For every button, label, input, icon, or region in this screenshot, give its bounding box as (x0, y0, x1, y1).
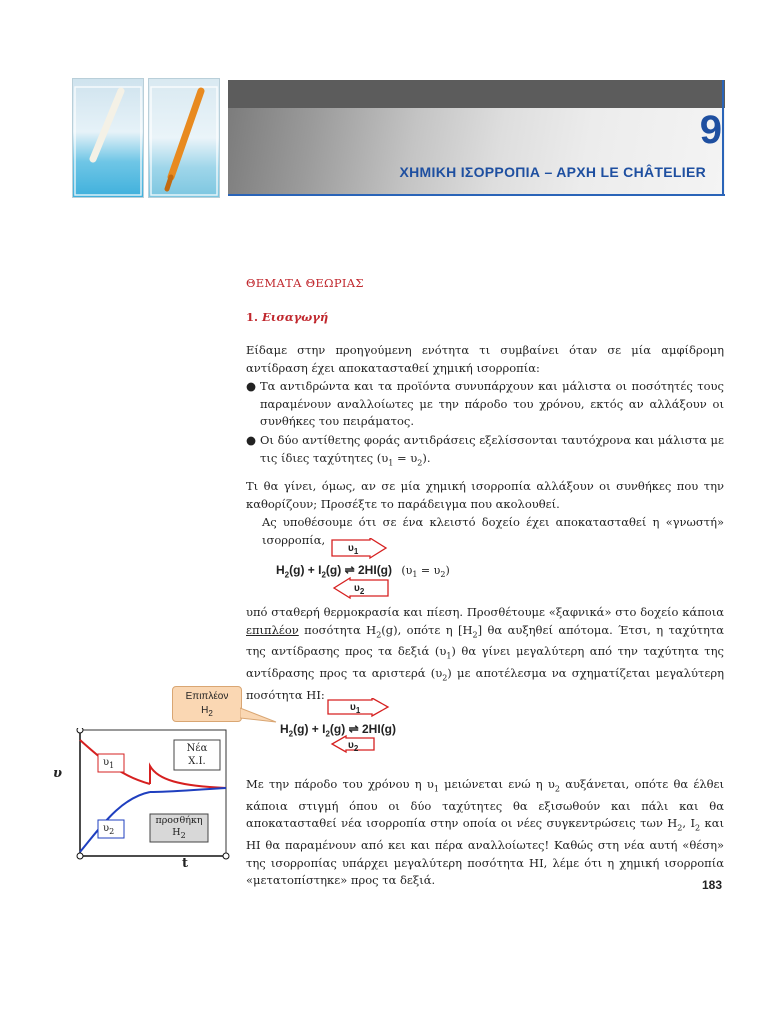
bullet-dot: ● (246, 433, 257, 447)
y-axis-end-marker (77, 728, 83, 733)
v2-curve-after (150, 788, 226, 792)
intro-paragraph: Είδαμε στην προηγούμενη ενότητα τι συμβαίνει όταν σε μία αμφίδρομη αντίδραση έχει αποκατασταθεί χημική ισορροπία: (246, 343, 724, 375)
section-heading: ΘΕΜΑΤΑ ΘΕΩΡΙΑΣ (246, 276, 364, 290)
callout-pointer (240, 704, 280, 728)
rate-v1-label: $\upsilon_1$ (350, 702, 361, 715)
equilibrium-equation-2: $H_2(g) + I_2(g)$ ⇌ 2HI(g) (280, 722, 397, 739)
v2-label: $\upsilon_2$ (103, 823, 115, 836)
equilibrium-equation-1: $H_2(g) + I_2(g)$ ⇌ 2HI(g) $(\upsilon_1 = \upsilon_2)$ (276, 563, 450, 580)
rate-v1-label: $\upsilon_1$ (348, 543, 359, 556)
chapter-title: ΧΗΜΙΚΗ ΙΣΟΡΡΟΠΙΑ – ΑΡΧΗ LE CHÂTELIER (399, 164, 706, 180)
beaker-photo-left (72, 78, 144, 198)
assumption-paragraph: Ας υποθέσουμε ότι σε ένα κλειστό δοχείο έχει αποκατασταθεί η «γνωστή» ισορροπία, (262, 515, 724, 547)
rate-v2-label: $\upsilon_2$ (348, 740, 359, 753)
x-axis-label: t (182, 856, 189, 871)
addition-label: προσθήκη $H_2$ (155, 815, 203, 840)
v1-label: $\upsilon_1$ (103, 757, 115, 770)
bullet-text: Τα αντιδρώντα και τα προϊόντα συνυπάρχουν και μάλιστα οι ποσότητές τους παραμένουν αναλλοίωτες με την πάροδο του χρόνου, εκτός αν αλλάξουν οι συνθήκες του πειράματος. (260, 379, 724, 428)
chapter-number: 9 (699, 108, 722, 152)
origin-marker (77, 853, 83, 859)
banner-bottom-rule (228, 194, 725, 196)
subsection-heading (246, 310, 328, 324)
question-paragraph: Τι θα γίνει, όμως, αν σε μία χημική ισορροπία αλλάξουν οι συνθήκες που την καθορίζουν; Προσέξτε το παράδειγμα που ακολουθεί. (246, 479, 724, 511)
page-number: 183 (701, 878, 722, 892)
addition-paragraph: υπό σταθερή θερμοκρασία και πίεση. Προσθέτουμε «ξαφνικά» στο δοχείο κάποια επιπλέον ποσότητα $H_2(g)$, οπότε η $[H_2]$ θα αυξηθεί απότομα. Έτσι, η ταχύτητα της αντίδρασης προς τα δεξιά $(\upsilon_1)$ θα γίνει μεγαλύτερη από την ταχύτητα της αντίδρασης προς τα αριστερά $(\upsilon_2)$ με αποτέλεσμα να σχηματίζεται μεγαλύτερη ποσότητα HI: (246, 605, 724, 702)
rate-v2-label: $\upsilon_2$ (354, 583, 365, 596)
closing-paragraph: Με την πάροδο του χρόνου η $\upsilon_1$ μειώνεται ενώ η $\upsilon_2$ αυξάνεται, οπότε θα έλθει κάποια στιγμή όπου οι δύο ταχύτητες θα εξισωθούν και πάλι και θα αποκατασταθεί νέα ισορροπία στην οποία οι νέες συγκεντρώσεις των $H_2$, $I_2$ και HI θα παραμένουν από κει και πέρα αναλλοίωτες! Καθώς στη νέα αυτή «θέση» της ισορροπίας υπάρχει μεγαλύτερη ποσότητα HI, λέμε ότι η χημική ισορροπία «μετατοπίστηκε» προς τα δεξιά. (246, 777, 725, 888)
bullet-text: Οι δύο αντίθετης φοράς αντιδράσεις εξελίσσονται ταυτόχρονα και μάλιστα με τις ίδιες ταχύτητες $(\upsilon_1 = \upsilon_2)$. (260, 433, 724, 467)
x-axis-end-marker (223, 853, 229, 859)
banner-right-rule (722, 80, 724, 196)
y-axis-label: υ (53, 766, 63, 781)
subsection-number: 1. (246, 310, 259, 324)
beaker-photo-right (148, 78, 220, 198)
subsection-title: Εισαγωγή (262, 310, 329, 324)
bullet-dot: ● (246, 379, 257, 393)
extra-h2-callout: Επιπλέον $H_2$ (172, 686, 242, 722)
new-equilibrium-label: Νέα Χ.Ι. (186, 743, 208, 767)
banner-top-strip (228, 80, 725, 108)
